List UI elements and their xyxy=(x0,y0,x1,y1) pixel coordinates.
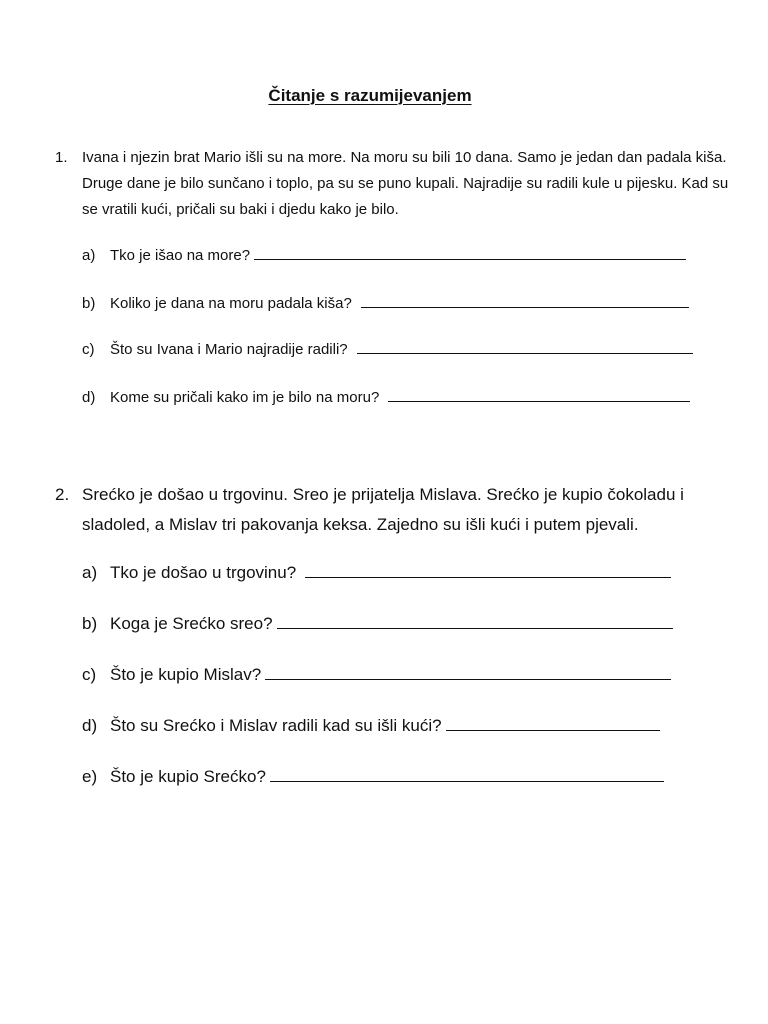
question-text: Što je kupio Srećko? xyxy=(110,767,266,786)
question-row xyxy=(82,613,673,635)
question-row xyxy=(82,766,664,788)
answer-line[interactable] xyxy=(361,306,689,308)
question-letter: b) xyxy=(82,614,98,633)
question-text: Tko je došao u trgovinu? xyxy=(110,563,297,582)
question-row xyxy=(82,715,660,737)
question-letter: e) xyxy=(82,767,98,786)
question-letter: b) xyxy=(82,295,96,312)
question-letter: c) xyxy=(82,665,97,684)
item-number: 2. xyxy=(55,485,70,504)
item-number: 1. xyxy=(55,149,68,166)
question-row xyxy=(82,388,690,408)
question-row xyxy=(82,246,686,266)
answer-line[interactable] xyxy=(446,729,660,731)
answer-line[interactable] xyxy=(254,258,686,260)
question-text: Koliko je dana na moru padala kiša? xyxy=(110,295,352,312)
answer-line[interactable] xyxy=(270,780,664,782)
question-letter: a) xyxy=(82,563,98,582)
page-title: Čitanje s razumijevanjem xyxy=(268,86,472,105)
question-row xyxy=(82,340,693,360)
reading-passage: Srećko je došao u trgovinu. Sreo je prijatelja Mislava. Srećko je kupio čokoladu i sladoled, a Mislav tri pakovanja keksa. Zajedno su išli kući i putem pjevali. xyxy=(82,485,684,534)
question-text: Kome su pričali kako im je bilo na moru? xyxy=(110,389,380,406)
question-text: Što je kupio Mislav? xyxy=(110,665,262,684)
question-letter: d) xyxy=(82,716,98,735)
question-row xyxy=(82,664,671,686)
question-letter: c) xyxy=(82,341,95,358)
answer-line[interactable] xyxy=(265,678,671,680)
question-row xyxy=(82,294,689,314)
reading-passage: Ivana i njezin brat Mario išli su na more. Na moru su bili 10 dana. Samo je jedan dan padala kiša. Druge dane je bilo sunčano i toplo, pa su se puno kupali. Najradije su radili kule u pijesku. Kad su se vratili kući, pričali su baki i djedu kako je bilo. xyxy=(82,149,729,218)
question-letter: a) xyxy=(82,247,96,264)
answer-line[interactable] xyxy=(357,352,693,354)
question-row xyxy=(82,562,671,584)
question-letter: d) xyxy=(82,389,96,406)
question-text: Što su Ivana i Mario najradije radili? xyxy=(110,341,348,358)
question-text: Koga je Srećko sreo? xyxy=(110,614,273,633)
answer-line[interactable] xyxy=(305,576,671,578)
answer-line[interactable] xyxy=(388,400,690,402)
question-text: Tko je išao na more? xyxy=(110,247,251,264)
question-text: Što su Srećko i Mislav radili kad su išli kući? xyxy=(110,716,442,735)
answer-line[interactable] xyxy=(277,627,673,629)
